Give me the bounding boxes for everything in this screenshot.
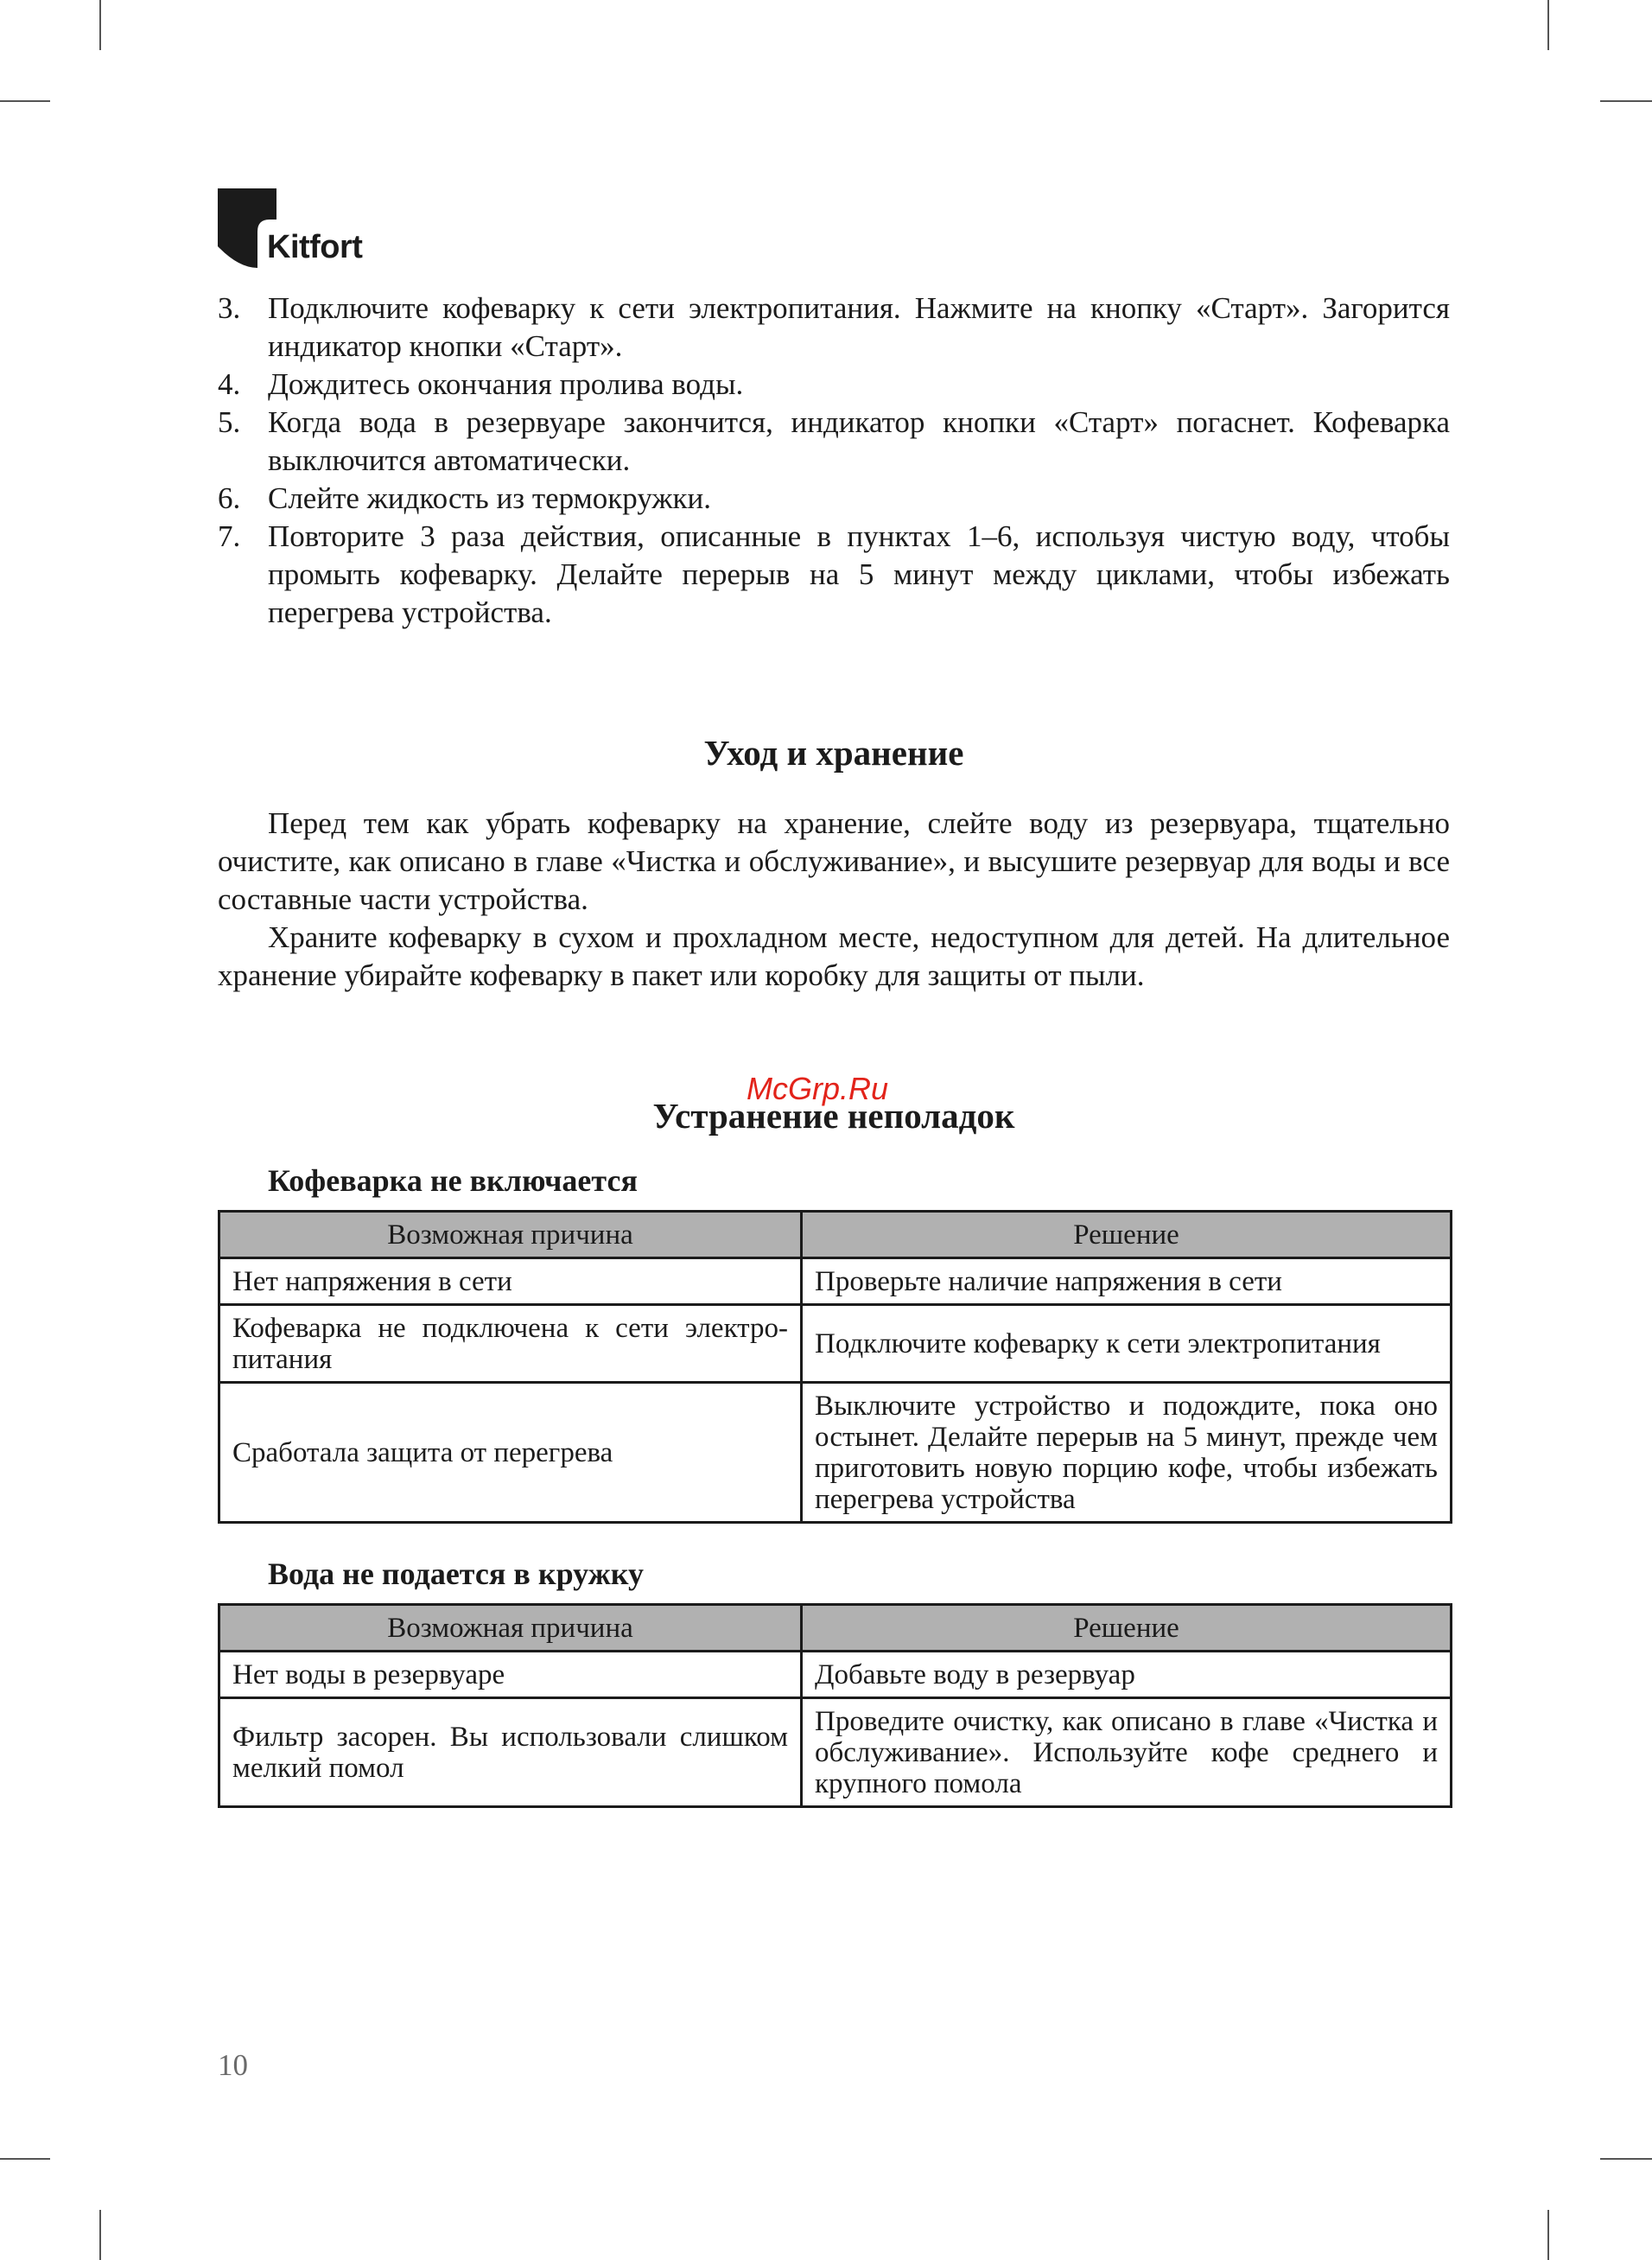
solution-cell: Добавьте воду в резервуар	[802, 1652, 1452, 1698]
column-header-solution: Решение	[802, 1212, 1452, 1258]
crop-mark	[0, 2158, 50, 2160]
brand-logo	[218, 188, 391, 275]
table-heading: Вода не подается в кружку	[268, 1557, 644, 1591]
cause-cell: Нет воды в резервуаре	[219, 1652, 802, 1698]
troubleshooting-table-power	[218, 1210, 1452, 1524]
table-heading: Кофеварка не включается	[268, 1163, 638, 1198]
crop-mark	[99, 2210, 101, 2260]
instruction-steps	[218, 290, 1450, 632]
table-header-row	[219, 1605, 1452, 1652]
brand-name: Kitfort	[267, 229, 363, 265]
cause-cell: Сработала защита от перегрева	[219, 1383, 802, 1523]
step-number: 3.	[218, 291, 241, 325]
list-item	[218, 404, 1450, 480]
cause-cell: Фильтр засорен. Вы использовали слишком мелкий помол	[219, 1698, 802, 1807]
solution-cell: Проверьте наличие напряжения в сети	[802, 1258, 1452, 1305]
table-row	[219, 1652, 1452, 1698]
step-text: Когда вода в резервуаре закончится, индикатор кнопки «Старт» погаснет. Кофеварка выключится автоматически.	[268, 405, 1450, 477]
column-header-solution: Решение	[802, 1605, 1452, 1652]
care-section-title: Уход и хранение	[703, 733, 964, 773]
column-header-cause: Возможная причина	[219, 1212, 802, 1258]
watermark: McGrp.Ru	[747, 1071, 889, 1106]
crop-mark	[1547, 0, 1549, 50]
solution-cell: Подключите кофеварку к сети электропитания	[802, 1305, 1452, 1383]
step-text: Подключите кофеварку к сети электропитания. Нажмите на кнопку «Старт». Загорится индикатор кнопки «Старт».	[268, 291, 1450, 363]
solution-cell: Выключите устройство и подождите, пока оно остынет. Делайте перерыв на 5 минут, прежде чем приготовить новую порцию кофе, чтобы избежать перегрева устройства	[802, 1383, 1452, 1523]
step-number: 4.	[218, 367, 241, 401]
crop-mark	[99, 0, 101, 50]
cause-cell: Нет напряжения в сети	[219, 1258, 802, 1305]
page-number: 10	[218, 2048, 248, 2082]
care-paragraph: Храните кофеварку в сухом и прохладном месте, недоступном для детей. На длительное хранение убирайте кофеварку в пакет или коробку для защиты от пыли.	[218, 920, 1450, 992]
troubleshooting-table-water	[218, 1603, 1452, 1808]
table-row	[219, 1305, 1452, 1383]
crop-mark	[1547, 2210, 1549, 2260]
step-number: 6.	[218, 481, 241, 515]
table-header-row	[219, 1212, 1452, 1258]
step-number: 7.	[218, 519, 241, 553]
crop-mark	[1600, 2158, 1652, 2160]
troubleshooting-section-title	[218, 1071, 1450, 1137]
column-header-cause: Возможная причина	[219, 1605, 802, 1652]
table-row	[219, 1258, 1452, 1305]
step-number: 5.	[218, 405, 241, 439]
list-item	[218, 518, 1450, 632]
table-row	[219, 1698, 1452, 1807]
cause-cell: Кофеварка не подключена к сети электропитания	[219, 1305, 802, 1383]
step-text: Дождитесь окончания пролива воды.	[268, 367, 744, 401]
list-item	[218, 366, 1450, 404]
solution-cell: Проведите очистку, как описано в главе «Чистка и обслуживание». Используйте кофе среднего и крупного помола	[802, 1698, 1452, 1807]
table-row	[219, 1383, 1452, 1523]
troubleshooting-title-text: Устранение неполадок	[652, 1096, 1015, 1136]
page-content	[218, 290, 1450, 1808]
list-item	[218, 290, 1450, 366]
list-item	[218, 480, 1450, 518]
crop-mark	[0, 100, 50, 102]
crop-mark	[1600, 100, 1652, 102]
care-paragraph: Перед тем как убрать кофеварку на хранение, слейте воду из резервуара, тщательно очистите, как описано в главе «Чистка и обслуживание», и высушите резервуар для воды и все составные части устройства.	[218, 806, 1450, 916]
step-text: Слейте жидкость из термокружки.	[268, 481, 712, 515]
care-section-body	[218, 805, 1450, 995]
step-text: Повторите 3 раза действия, описанные в пунктах 1–6, используя чистую воду, чтобы промыть кофеварку. Делайте перерыв на 5 минут между циклами, чтобы избежать перегрева устройства.	[268, 519, 1450, 629]
